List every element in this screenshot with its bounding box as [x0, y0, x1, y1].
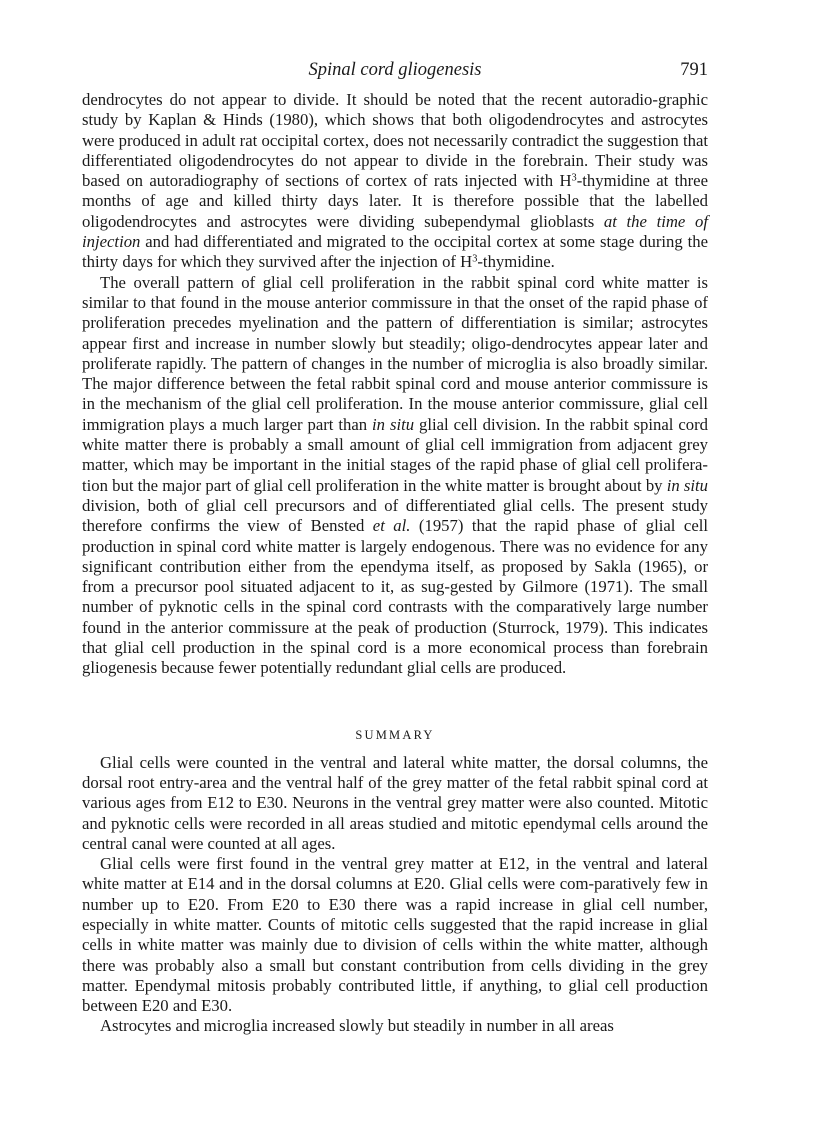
- summary-paragraph: Glial cells were first found in the ventral grey matter at E12, in the ventral and lateral white matter at E14 and in the dorsal columns at E20. Glial cells were com-paratively few in number up to E20. From E20 to E30 there was a rapid increase in glial cell number, especially in white matter. Counts of mitotic cells suggested that the rapid increase in glial cells in white matter was mainly due to division of cells within the white matter, although there was probably also a small but constant contribution from cells dividing in the grey matter. Ependymal mitosis probably contributed little, if anything, to glial cell production between E20 and E30.: [82, 854, 708, 1016]
- text-run: dendrocytes do not appear to divide. It should be noted that the recent autoradio-graphic study by Kaplan & Hinds (1980), which shows that both oligodendrocytes and astrocytes were produced in adult rat occipital cortex, does not necessarily contradict the suggestion that differentiated oligodendrocytes do not appear to divide in the forebrain. Their study was based on autoradiography of sections of cortex of rats injected with H: [82, 90, 708, 191]
- page: [82, 58, 708, 1037]
- text-run: The overall pattern of glial cell proliferation in the rabbit spinal cord white matter is similar to that found in the mouse anterior commissure in that the onset of the rapid phase of proliferation precedes myelination and the pattern of differentiation is similar; astrocytes appear first and increase in number slowly but steadily; oligo-dendrocytes appear later and proliferate rapidly. The pattern of changes in the number of microglia is also broadly similar. The major difference between the fetal rabbit spinal cord and mouse anterior commissure is in the mechanism of the glial cell proliferation. In the mouse anterior commissure, glial cell immigration plays a much larger part than: [82, 272, 708, 434]
- superscript: 3: [571, 172, 577, 184]
- text-run: -thymidine.: [477, 252, 555, 272]
- running-title: Spinal cord gliogenesis: [308, 60, 482, 80]
- superscript: 3: [472, 253, 478, 265]
- text-run: and had differentiated and migrated to the occipital cortex at some stage during the thirty days for which they survived after the injection of H: [82, 232, 708, 272]
- page-number: 791: [680, 60, 708, 80]
- text-run: -thymidine at three months of age and killed thirty days later. It is therefore possible that the labelled oligodendrocytes and astrocytes were dividing subependymal glioblasts: [82, 171, 708, 231]
- italic-phrase: in situ: [666, 475, 709, 495]
- italic-phrase: in situ: [372, 414, 415, 434]
- paragraph-discussion: [82, 273, 708, 679]
- summary-paragraph: Astrocytes and microglia increased slowly but steadily in number in all areas: [100, 1016, 614, 1036]
- text-run: division, both of glial cell precursors and of differentiated glial cells. The present study therefore confirms the view of Bensted: [82, 495, 708, 536]
- text-run: glial cell division. In the rabbit spinal cord white matter there is probably a small amount of glial cell immigration from adjacent grey matter, which may be important in the initial stages of the rapid phase of glial cell prolifera-tion but the major part of glial cell proliferation in the white matter is brought about by: [82, 414, 708, 495]
- paragraph-continuation: [82, 90, 708, 273]
- summary-paragraph: Glial cells were counted in the ventral and lateral white matter, the dorsal columns, the dorsal root entry-area and the ventral half of the grey matter of the fetal rabbit spinal cord at various ages from E12 to E30. Neurons in the ventral grey matter were also counted. Mitotic and pyknotic cells were recorded in all areas studied and mitotic ependymal cells around the central canal were counted at all ages.: [82, 752, 708, 853]
- running-head: [82, 58, 708, 82]
- text-run: (1957) that the rapid phase of glial cell production in spinal cord white matter is largely endogenous. There was no evidence for any significant contribution either from the ependyma itself, as proposed by Sakla (1965), or from a precursor pool situated adjacent to it, as sug-gested by Gilmore (1971). The small number of pyknotic cells in the spinal cord contrasts with the comparatively large number found in the anterior commissure at the peak of production (Sturrock, 1979). This indicates that glial cell production in the spinal cord is a more economical process than forebrain gliogenesis because fewer potentially redundant glial cells are produced.: [82, 516, 708, 678]
- italic-phrase: at the time of injection: [82, 211, 708, 252]
- section-heading-summary: SUMMARY: [355, 727, 435, 742]
- italic-phrase: et al.: [372, 516, 411, 536]
